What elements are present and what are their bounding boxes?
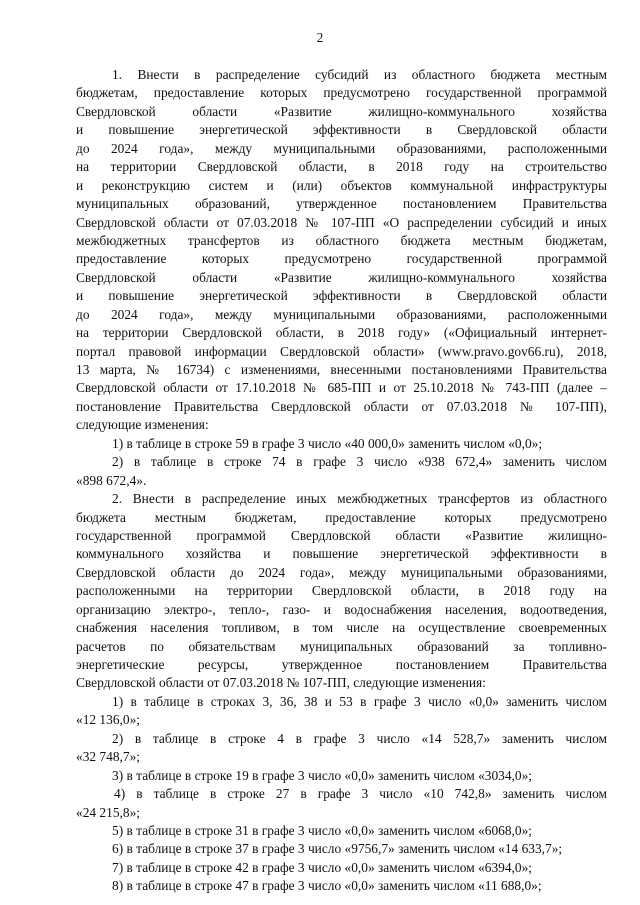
text-line: «24 215,8»;	[76, 804, 140, 820]
text-line: и повышение энергетической эффективности в Свердловской области	[76, 288, 607, 304]
text-line: предоставление которых предусмотрено государственной программой	[76, 251, 607, 267]
text-line: 13 марта, № 16734) с изменениями, внесенными постановлениями Правительства	[76, 362, 607, 377]
text-line: и реконструкцию систем и (или) объектов коммунальной инфраструктуры	[76, 177, 607, 193]
text-line: «32 748,7»;	[76, 749, 140, 765]
text-line: Свердловской области от 07.03.2018 № 107-ПП «О распределении субсидий и иных	[76, 214, 607, 230]
text-line: на территории Свердловской области, в 2018 году» («Официальный интернет-	[76, 325, 607, 341]
text-line: снабжения населения топливом, в том числе на осуществление своевременных	[76, 620, 607, 636]
text-line: 7) в таблице в строке 42 в графе 3 число «0,0» заменить числом «6394,0»;	[112, 859, 533, 875]
text-line: коммунального хозяйства и повышение энергетической эффективности в	[76, 546, 607, 562]
text-line: «12 136,0»;	[76, 712, 140, 728]
text-line: бюджета местным бюджетам, предоставление которых предусмотрено	[76, 509, 607, 525]
text-line: 1) в таблице в строке 59 в графе 3 число «40 000,0» заменить числом «0,0»;	[112, 435, 543, 451]
text-line: Свердловской области от 17.10.2018 № 685-ПП и от 25.10.2018 № 743-ПП (далее –	[76, 380, 607, 396]
text-line: 8) в таблице в строке 47 в графе 3 число «0,0» заменить числом «11 688,0»;	[112, 878, 542, 894]
text-line: 2. Внести в распределение иных межбюджетных трансфертов из областного	[112, 491, 607, 507]
text-line: 5) в таблице в строке 31 в графе 3 число «0,0» заменить числом «6068,0»;	[112, 822, 533, 838]
text-line: 4) в таблице в строке 27 в графе 3 число «10 742,8» заменить числом	[114, 786, 607, 802]
text-line: государственной программой Свердловской области «Развитие жилищно-	[76, 527, 607, 543]
text-line: организацию электро-, тепло-, газо- и водоснабжения населения, водоотведения,	[76, 601, 607, 617]
text-line: Свердловской области «Развитие жилищно-коммунального хозяйства	[76, 269, 607, 285]
text-line: 2) в таблице в строке 74 в графе 3 число «938 672,4» заменить числом	[112, 454, 607, 470]
text-line: 1) в таблице в строках 3, 36, 38 и 53 в графе 3 число «0,0» заменить числом	[112, 693, 607, 709]
page-number: 2	[316, 30, 324, 45]
text-line: следующие изменения:	[76, 417, 209, 433]
text-line: 1. Внести в распределение субсидий из областного бюджета местным	[112, 67, 607, 82]
text-line: до 2024 года», между муниципальными образованиями, расположенными	[76, 140, 607, 156]
document-body	[76, 66, 607, 896]
text-line: бюджетам, предоставление которых предусмотрено государственной программой	[76, 85, 607, 101]
text-line: постановление Правительства Свердловской области от 07.03.2018 № 107-ПП),	[76, 398, 607, 414]
text-line: до 2024 года», между муниципальными образованиями, расположенными	[76, 306, 607, 322]
text-line: портал правовой информации Свердловской области» (www.pravo.gov66.ru), 2018,	[76, 343, 607, 359]
text-line: энергетические ресурсы, утвержденное постановлением Правительства	[76, 657, 607, 672]
text-line: расположенными на территории Свердловской области, в 2018 году на	[76, 583, 607, 599]
text-line: Свердловской области «Развитие жилищно-коммунального хозяйства	[76, 103, 607, 119]
text-line: и повышение энергетической эффективности в Свердловской области	[76, 122, 607, 138]
text-line: «898 672,4».	[76, 472, 147, 488]
text-line: 3) в таблице в строке 19 в графе 3 число «0,0» заменить числом «3034,0»;	[112, 767, 533, 783]
text-line: межбюджетных трансфертов из областного бюджета местным бюджетам,	[76, 232, 607, 248]
text-line: 6) в таблице в строке 37 в графе 3 число «9756,7» заменить числом «14 633,7»;	[112, 841, 563, 857]
text-line: муниципальных образований, утвержденное постановлением Правительства	[76, 196, 607, 212]
text-line: на территории Свердловской области, в 2018 году на строительство	[76, 159, 607, 175]
text-line: 2) в таблице в строке 4 в графе 3 число «14 528,7» заменить числом	[112, 730, 607, 746]
text-line: расчетов по обязательствам муниципальных образований за топливно-	[76, 638, 607, 654]
text-line: Свердловской области до 2024 года», между муниципальными образованиями,	[76, 564, 607, 580]
text-line: Свердловской области от 07.03.2018 № 107-ПП, следующие изменения:	[76, 675, 486, 691]
